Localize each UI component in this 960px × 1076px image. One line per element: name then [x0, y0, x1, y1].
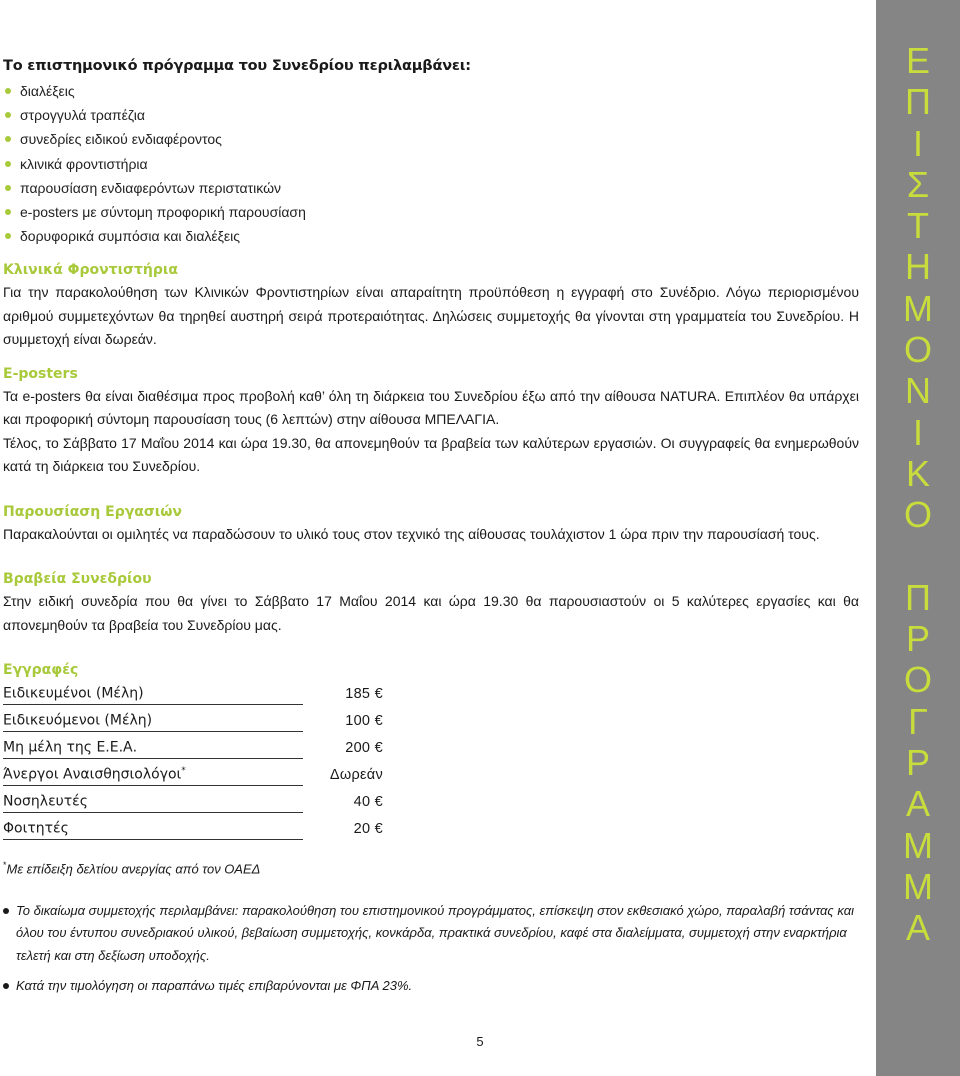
- table-row: [3, 820, 859, 847]
- fee-value: 185 €: [345, 686, 383, 703]
- bullet-icon: [5, 185, 11, 191]
- workshops-text: Για την παρακολούθηση των Κλινικών Φροντιστηρίων είναι απαραίτητη προϋπόθεση η εγγραφή στο Συνέδριο. Λόγω περιορισμένου αριθμού συμμετεχόντων θα τηρηθεί αυστηρή σειρά προτεραιότητας. Δηλώσεις συμμετοχής θα γίνονται στη γραμματεία του Συνεδρίου. Η συμμετοχή είναι δωρεάν.: [3, 284, 859, 348]
- page-number: 5: [476, 1034, 484, 1049]
- main-content: [3, 56, 859, 1006]
- fee-label: Ειδικευόμενοι (Μέλη): [3, 712, 303, 732]
- bullet-icon: [5, 88, 11, 94]
- table-row: [3, 793, 859, 820]
- table-row: [3, 739, 859, 766]
- fee-value: 40 €: [353, 794, 383, 811]
- fee-label: Φοιτητές: [3, 820, 303, 840]
- eposters-text: Τα e-posters θα είναι διαθέσιμα προς προβολή καθ’ όλη τη διάρκεια του Συνεδρίου έξω από την αίθουσα NATURA. Επιπλέον θα υπάρχει και προφορική σύντομη παρουσίαση τους (6 λεπτών) στην αίθουσα ΜΠΕΛΑΓΙΑ.: [3, 387, 859, 428]
- presentation-text: Παρακαλούνται οι ομιλητές να παραδώσουν το υλικό τους στον τεχνικό της αίθουσας τουλάχιστον 1 ώρα πριν την παρουσίασή τους.: [3, 525, 820, 542]
- sidebar-banner: [876, 0, 960, 1076]
- sidebar-letter: Κ: [905, 452, 930, 494]
- bullet-icon: [5, 136, 11, 142]
- presentation-heading: Παρουσίαση Εργασιών: [3, 503, 182, 520]
- sidebar-letter: Π: [905, 576, 931, 618]
- table-row: [3, 712, 859, 739]
- sidebar-letter: Ν: [905, 370, 931, 412]
- fee-label: Άνεργοι Αναισθησιολόγοι*: [3, 766, 303, 786]
- bullet-icon: [5, 161, 11, 167]
- list-item: διαλέξεις: [3, 79, 859, 103]
- sidebar-letter: Μ: [903, 865, 933, 907]
- list-item: e-posters με σύντομη προφορική παρουσίαση: [3, 200, 859, 224]
- list-item: κλινικά φροντιστήρια: [3, 152, 859, 176]
- table-row: [3, 685, 859, 712]
- list-item: Το δικαίωμα συμμετοχής περιλαμβάνει: παρακολούθηση του επιστημονικού προγράμματος, επίσκεψη στον εκθεσιακό χώρο, παραλαβή τσάντας και όλου του έντυπου συνεδριακού υλικού, βεβαίωση συμμετοχής, κονκάρδα, πρακτικά συνεδρίου, καφέ στα διαλείμματα, συμμετοχή στην εναρκτήρια τελετή και στη δεξίωση υποδοχής.: [3, 900, 859, 968]
- sidebar-title: [876, 40, 960, 949]
- fee-value: Δωρεάν: [329, 767, 383, 784]
- sidebar-letter: Ο: [903, 494, 932, 536]
- sidebar-letter: Ρ: [905, 742, 930, 784]
- fee-label: Ειδικευμένοι (Μέλη): [3, 685, 303, 705]
- list-item: παρουσίαση ενδιαφερόντων περιστατικών: [3, 176, 859, 200]
- bullet-icon: [3, 983, 9, 989]
- fee-table: [3, 685, 859, 847]
- sidebar-letter: Ο: [903, 329, 932, 371]
- sidebar-letter: Π: [905, 81, 931, 123]
- bullet-icon: [5, 233, 11, 239]
- workshops-heading: Κλινικά Φροντιστήρια: [3, 262, 178, 279]
- awards-heading: Βραβεία Συνεδρίου: [3, 571, 152, 588]
- sidebar-letter: Ρ: [905, 618, 930, 660]
- fee-value: 20 €: [353, 821, 383, 838]
- sidebar-letter: Η: [905, 246, 931, 288]
- sidebar-letter: Μ: [903, 287, 933, 329]
- sidebar-letter: Ι: [912, 122, 923, 164]
- unemployed-footnote: *Με επίδειξη δελτίου ανεργίας από τον ΟΑΕΔ: [3, 860, 261, 877]
- sidebar-letter: Ε: [905, 40, 930, 81]
- list-item: στρογγυλά τραπέζια: [3, 103, 859, 127]
- registration-notes: [3, 900, 859, 998]
- sidebar-letter: Ο: [903, 659, 932, 701]
- eposters-heading: E-posters: [3, 365, 78, 382]
- list-item: Κατά την τιμολόγηση οι παραπάνω τιμές επιβαρύνονται με ΦΠΑ 23%.: [3, 975, 859, 998]
- list-item: συνεδρίες ειδικού ενδιαφέροντος: [3, 127, 859, 151]
- sidebar-letter: Α: [905, 907, 930, 949]
- list-item: δορυφορικά συμπόσια και διαλέξεις: [3, 224, 859, 248]
- fee-value: 200 €: [345, 740, 383, 757]
- program-list: [3, 79, 859, 248]
- bullet-icon: [5, 112, 11, 118]
- sidebar-letter: Μ: [903, 824, 933, 866]
- sidebar-letter: Α: [905, 783, 930, 825]
- fee-label: Νοσηλευτές: [3, 793, 303, 813]
- program-heading: Το επιστημονικό πρόγραμμα του Συνεδρίου περιλαμβάνει:: [3, 58, 471, 74]
- bullet-icon: [3, 908, 9, 914]
- registration-heading: Εγγραφές: [3, 662, 79, 679]
- sidebar-letter: Γ: [908, 700, 928, 742]
- sidebar-letter: Τ: [907, 205, 929, 247]
- sidebar-letter: Σ: [906, 163, 930, 205]
- fee-value: 100 €: [345, 713, 383, 730]
- eposters-awards-text: Τέλος, το Σάββατο 17 Μαΐου 2014 και ώρα 19.30, θα απονεμηθούν τα βραβεία των καλύτερων εργασιών. Οι συγγραφείς θα ενημερωθούν κατά τη διάρκεια του Συνεδρίου.: [3, 434, 859, 475]
- bullet-icon: [5, 209, 11, 215]
- table-row: [3, 766, 859, 793]
- sidebar-letter: [876, 536, 960, 577]
- sidebar-letter: Ι: [912, 411, 923, 453]
- fee-label: Μη μέλη της Ε.Ε.Α.: [3, 739, 303, 759]
- awards-text: Στην ειδική συνεδρία που θα γίνει το Σάββατο 17 Μαΐου 2014 και ώρα 19.30 θα παρουσιαστούν οι 5 καλύτερες εργασίες και θα απονεμηθούν τα βραβεία του Συνεδρίου μας.: [3, 593, 859, 633]
